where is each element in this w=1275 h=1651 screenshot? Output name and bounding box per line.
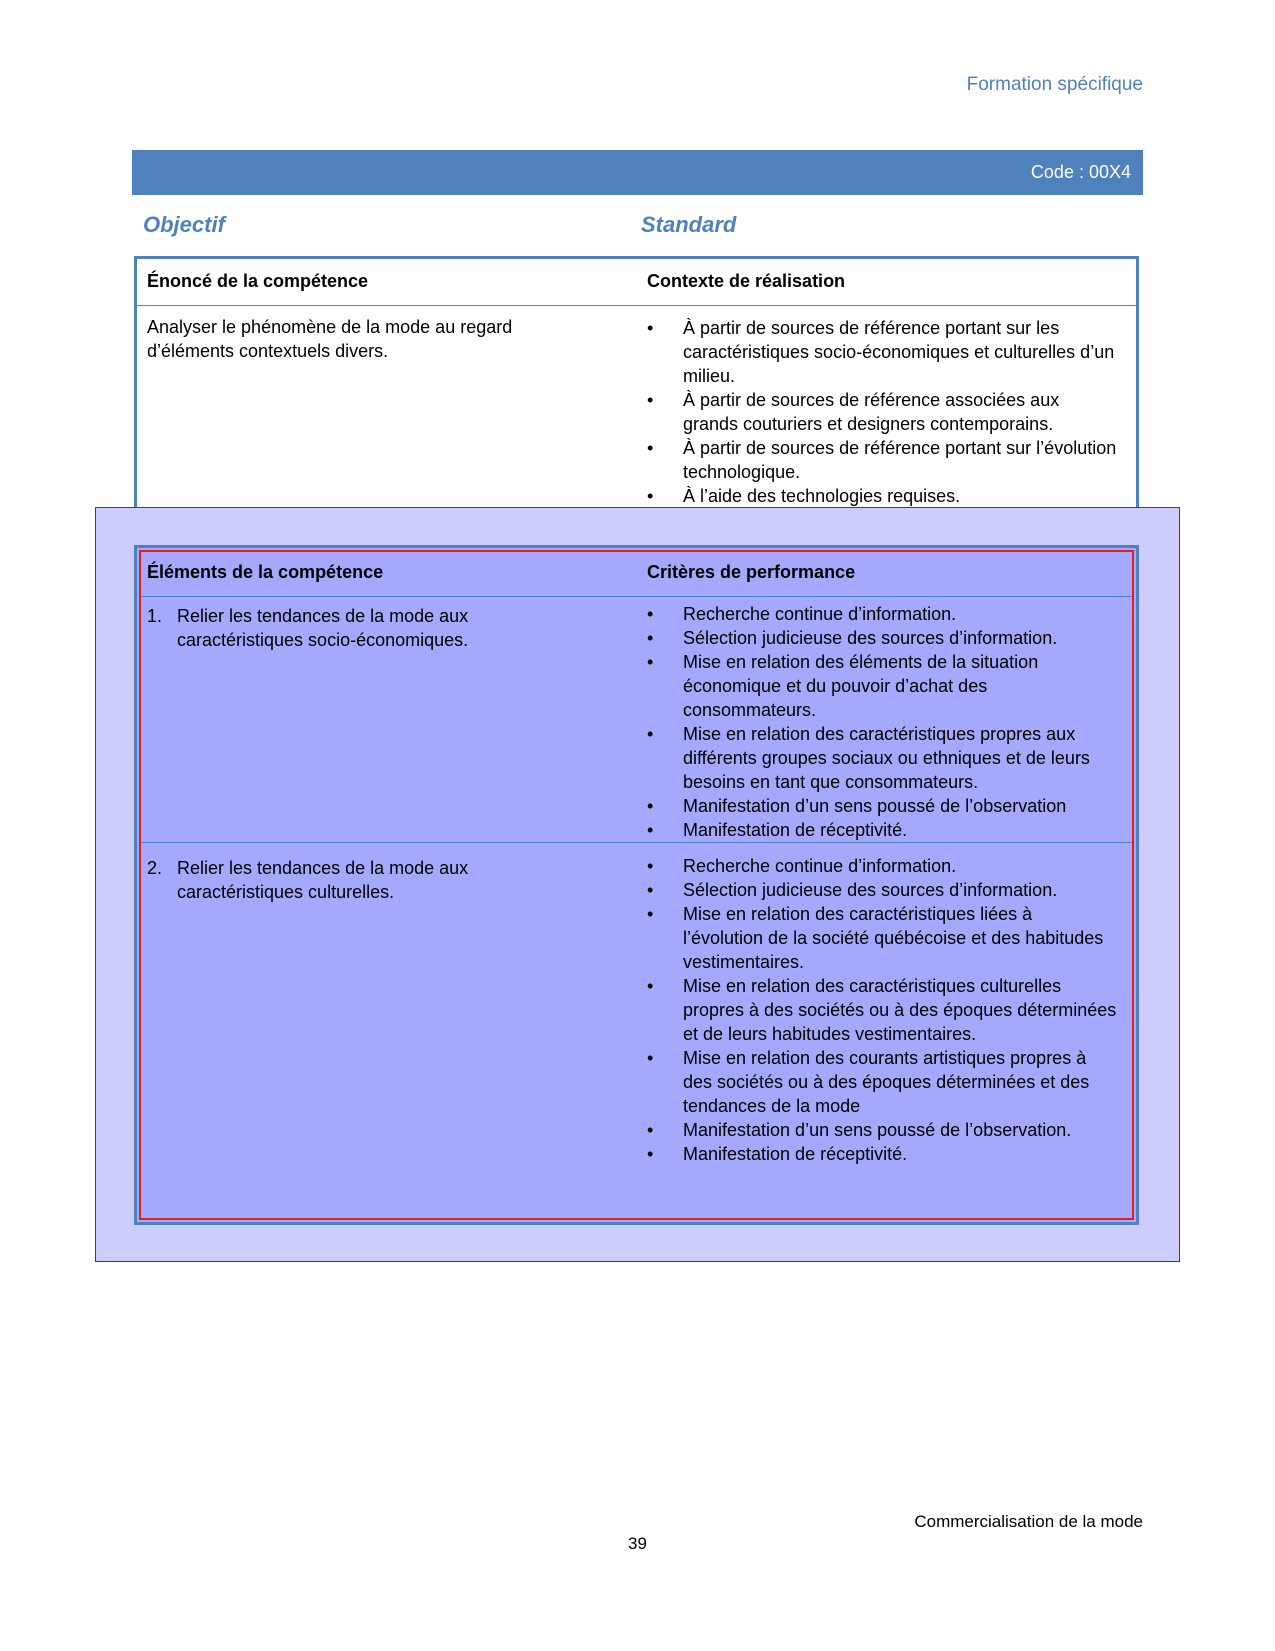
list-item: • Recherche continue d’information.	[647, 854, 1117, 878]
element-number: 1.	[147, 606, 163, 626]
list-item: • Sélection judicieuse des sources d’information.	[647, 878, 1117, 902]
element-number: 2.	[147, 858, 163, 878]
list-item: • Mise en relation des caractéristiques liées à l’évolution de la société québécoise et des habitudes vestimentaires.	[647, 902, 1117, 974]
section-label: Formation spécifique	[966, 74, 1143, 95]
list-item: • À l’aide des technologies requises.	[647, 484, 1117, 508]
element-1	[147, 604, 537, 652]
list-item: • Mise en relation des courants artistiques propres à des sociétés ou à des époques déterminées et des tendances de la mode	[647, 1046, 1117, 1118]
element-text: Relier les tendances de la mode aux caractéristiques culturelles.	[177, 858, 469, 902]
row-divider	[141, 842, 1132, 843]
context-list	[647, 316, 1117, 508]
context-header: Contexte de réalisation	[647, 271, 846, 291]
list-item: • À partir de sources de référence portant sur les caractéristiques socio-économiques et culturelles d’un milieu.	[647, 316, 1117, 388]
list-item: • À partir de sources de référence associées aux grands couturiers et designers contemporains.	[647, 388, 1117, 436]
competency-code: Code : 00X4	[1030, 162, 1131, 182]
competence-table-header	[137, 259, 1136, 306]
criteria-list-1	[647, 602, 1117, 842]
element-text: Relier les tendances de la mode aux caractéristiques socio-économiques.	[177, 606, 469, 650]
objectif-heading: Objectif	[143, 212, 225, 237]
elements-header: Éléments de la compétence	[147, 562, 384, 582]
standard-heading: Standard	[641, 212, 737, 237]
elements-table-header	[141, 552, 1132, 597]
competence-table	[134, 256, 1139, 526]
list-item: • À partir de sources de référence portant sur l’évolution technologique.	[647, 436, 1117, 484]
page-number: 39	[628, 1534, 647, 1553]
list-item: • Sélection judicieuse des sources d’information.	[647, 626, 1117, 650]
list-item: • Manifestation d’un sens poussé de l’observation	[647, 794, 1117, 818]
list-item: • Manifestation d’un sens poussé de l’observation.	[647, 1118, 1117, 1142]
list-item: • Mise en relation des éléments de la situation économique et du pouvoir d’achat des consommateurs.	[647, 650, 1117, 722]
element-2	[147, 856, 537, 904]
criteria-list-2	[647, 854, 1117, 1166]
code-bar	[132, 150, 1143, 195]
list-item: • Mise en relation des caractéristiques culturelles propres à des sociétés ou à des époques déterminées et de leurs habitudes vestimentaires.	[647, 974, 1117, 1046]
list-item: • Manifestation de réceptivité.	[647, 1142, 1117, 1166]
criteria-header: Critères de performance	[647, 562, 856, 582]
statement-header: Énoncé de la compétence	[147, 271, 369, 291]
list-item: • Recherche continue d’information.	[647, 602, 1117, 626]
list-item: • Mise en relation des caractéristiques propres aux différents groupes sociaux ou ethniques et de leurs besoins en tant que consommateurs.	[647, 722, 1117, 794]
elements-table-frame	[139, 550, 1134, 1220]
program-name: Commercialisation de la mode	[914, 1512, 1143, 1531]
elements-table	[134, 545, 1139, 1225]
competence-statement: Analyser le phénomène de la mode au regard d’éléments contextuels divers.	[147, 317, 513, 361]
list-item: • Manifestation de réceptivité.	[647, 818, 1117, 842]
